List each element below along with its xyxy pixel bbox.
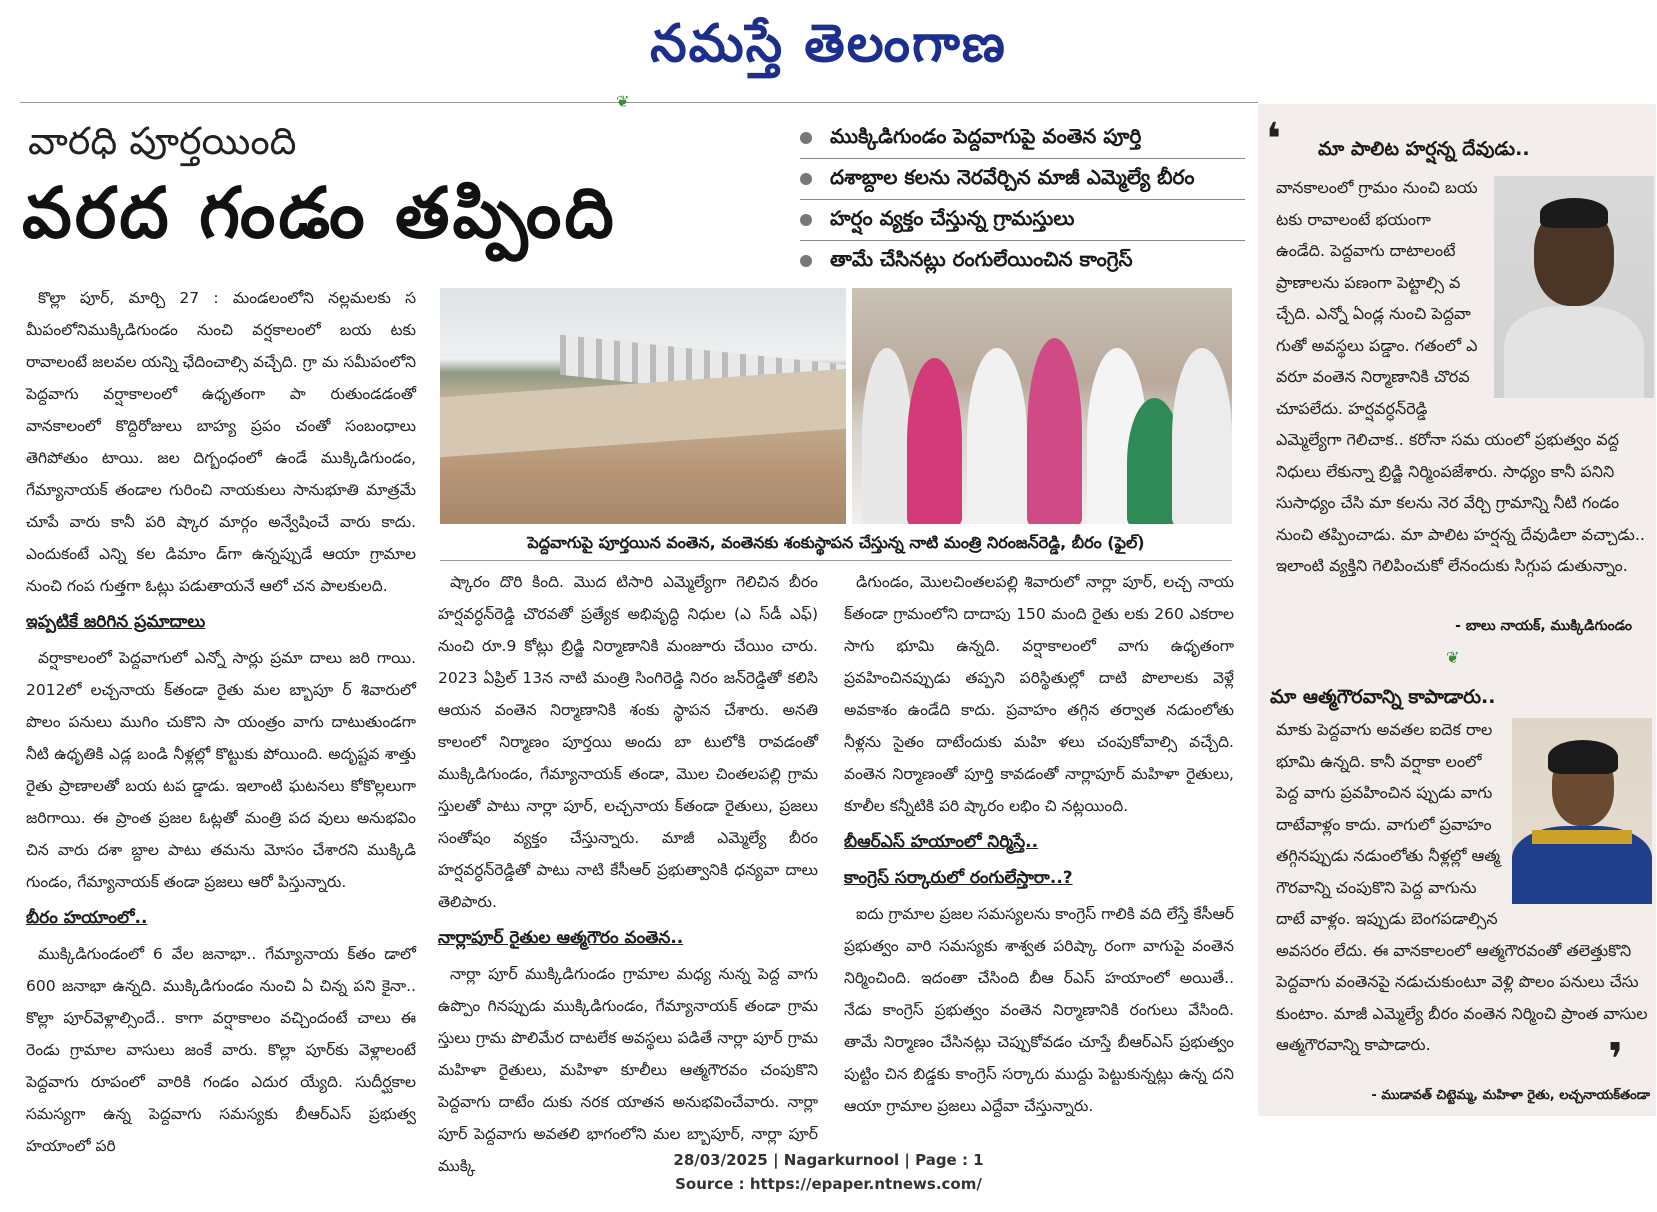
paragraph: నార్లా పూర్ ముక్కిడిగుండం గ్రామాల మధ్య నున్న పెద్ద వాగు ఉప్పొం గినప్పుడు ముక్కిడిగుండం, గేమ్యానాయక్ తండా గ్రామ స్తులు గ్రామ పొలిమేర దాటలేక అవస్థలు పడితే నార్లా పూర్ గ్రామ మహిళా రైతులు, మహిళా కూలీలు ఆత్మగౌరవం చంపుకొని పెద్దవాగు దాటేం దుకు నరక యాతన అనుభవించేవారు. నార్లా పూర్ పెద్దవాగు అవతలి భాగంలోని మల బ్బాపూర్, నార్లా పూర్ ముక్కి bbox=[438, 965, 818, 1175]
leaf-icon: ❦ bbox=[1446, 648, 1460, 667]
sidebar-box-2-title: మా ఆత్మగౌరవాన్ని కాపాడారు.. bbox=[1270, 686, 1496, 708]
sidebar-box-2-signature: - ముడావత్ చిట్టెమ్మ, మహిళా రైతు, లచ్చనాయక్‌తండా bbox=[1371, 1088, 1650, 1103]
footer-date-page: 28/03/2025 | Nagarkurnool | Page : 1 bbox=[673, 1151, 984, 1169]
sidebar-box-1-text: వానకాలంలో గ్రామం నుంచి బయ టకు రావాలంటే భయంగా ఉండేది. పెద్దవాగు దాటాలంటే ప్రాణాలను పణంగా పెట్టాల్సి వ చ్చేది. ఎన్నో ఏండ్ల నుంచి పెద్దవా గుతో అవస్థలు పడ్డాం. గతంలో ఎ వరూ వంతెన నిర్మాణానికి చొరవ చూపలేదు. హర్షవర్ధన్‌రెడ్డి ఎమ్మెల్యేగా గెలిచాక.. కరోనా సమ యంలో ప్రభుత్వం వద్ద నిధులు లేకున్నా బ్రిడ్జి నిర్మింపజేశారు. సాధ్యం కానీ పనిని సుసాధ్యం చేసి మా కలను నెర వేర్చి గ్రామాన్ని నీటి గండం నుంచి తప్పించాడు. మా పాలిట హర్షన్న దేవుడిలా వచ్చాడు.. ఇలాంటి వ్యక్తిని గెలిపించుకో లేనందుకు సిగ్గుప డుతున్నాం. bbox=[1276, 178, 1645, 575]
sidebar-box-1-title: మా పాలిట హర్షన్న దేవుడు.. bbox=[1318, 138, 1530, 160]
article-headline: వరద గండం తప్పింది bbox=[22, 172, 617, 254]
masthead-logo: నమస్తే తెలంగాణ bbox=[650, 13, 1007, 74]
photo-caption: పెద్దవాగుపై పూర్తయిన వంతెన, వంతెనకు శంకుస్థాపన చేస్తున్న నాటి మంత్రి నిరంజన్‌రెడ్డి, బీరం (ఫైల్) bbox=[440, 530, 1232, 561]
subheading: బీరం హయాంలో.. bbox=[26, 908, 148, 928]
sidebar-box-1-signature: - బాలు నాయక్, ముక్కిడిగుండం bbox=[1455, 618, 1632, 634]
sidebar-box-2-text: మాకు పెద్దవాగు అవతల ఐదెక రాల భూమి ఉన్నది. కానీ వర్షాకా లంలో పెద్ద వాగు ప్రవహించిన ప్పుడు వాగు దాటేవాళ్లం కాదు. వాగులో ప్రవాహం తగ్గినప్పుడు నడుంలోతు నీళ్లల్లో ఆత్మ గౌరవాన్ని చంపుకొని పెద్ద వాగును దాటే వాళ్లం. ఇప్పుడు బెంగపడాల్సిన అవసరం లేదు. ఈ వానకాలంలో ఆత్మగౌరవంతో తలెత్తుకొని పెద్దవాగు వంతెనపై నడుచుకుంటూ వెళ్లి పొలం పనులు చేసు కుంటాం. మాజీ ఎమ్మెల్యే బీరం వంతెన నిర్మించి ప్రాంత వాసుల ఆత్మగౌరవాన్ని కాపాడారు. bbox=[1276, 720, 1648, 1054]
subheading: బీఆర్‌ఎస్ హయాంలో నిర్మిస్తే.. bbox=[844, 832, 1039, 852]
quote-open-icon: ❛ bbox=[1266, 114, 1282, 165]
quote-close-icon: ❜ bbox=[1608, 1034, 1624, 1085]
article-column-3 bbox=[844, 566, 1234, 1122]
subheading: నార్లాపూర్ రైతుల ఆత్మగౌరం వంతెన.. bbox=[438, 928, 684, 948]
bullet-item: ముక్కిడిగుండం పెద్దవాగుపై వంతెన పూర్తి bbox=[800, 118, 1245, 159]
paragraph: ముక్కిడిగుండంలో 6 వేల జనాభా.. గేమ్యానాయ క్‌తం డాలో 600 జనాభా ఉన్నది. ముక్కిడిగుండం నుంచి ఏ చిన్న పని కైనా.. కొల్లా పూర్‌వెళ్లాల్సిందే.. కాగా వర్షాకాలం వచ్చిందంటే చాలు ఈ రెండు గ్రామాల వాసులు జంకే వారు. కొల్లా పూర్‌కు వెళ్లాలంటే పెద్దవాగు రూపంలో వారికి గండం ఎదుర య్యేది. సుదీర్ఘకాల సమస్యగా ఉన్న పెద్దవాగు సమస్యకు బీఆర్‌ఎస్ ప్రభుత్వ హయాంలో పరి bbox=[26, 945, 416, 1155]
page-footer bbox=[0, 1148, 1657, 1196]
article-kicker: వారధి పూర్తయింది bbox=[28, 119, 297, 163]
article-column-2 bbox=[438, 566, 818, 1182]
article-column-1 bbox=[26, 282, 416, 1162]
subheading: కాంగ్రెస్ సర్కారులో రంగులేస్తారా..? bbox=[844, 868, 1073, 888]
bullet-icon bbox=[800, 173, 812, 185]
bullet-icon bbox=[800, 214, 812, 226]
paragraph: కొల్లా పూర్, మార్చి 27 : మండలంలోని నల్లమలకు స మీపంలోనిముక్కిడిగుండం నుంచి వర్షకాలంలో బయ టకు రావాలంటే జలవల యన్ని ఛేదించాల్సి వచ్చేది. గ్రా మ సమీపంలోని పెద్దవాగు వర్షాకాలంలో ఉధృతంగా పా రుతుండడంతో వానకాలంలో కొద్దిరోజులు బాహ్య ప్రపం చంతో సంబంధాలు తెగిపోతుం టాయి. జల దిగ్బంధంలో ఉండే ముక్కిడిగుండం, గేమ్యానాయక్ తండాల గురించి నాయకులు సానుభూతి మాత్రమే చూపే వారు కానీ పరి ష్కార మార్గం అన్వేషించే వారు కాదు. ఎందుకంటే ఎన్ని కల డిమాం డ్‌గా ఉన్నప్పుడే ఆయా గ్రామాల నుంచి గంప గుత్తగా ఓట్లు పడుతాయనే ఆలో చన పాలకులది. bbox=[26, 289, 416, 595]
highlight-bullets bbox=[800, 118, 1245, 281]
bullet-item: తామే చేసినట్లు రంగులేయించిన కాంగ్రెస్ bbox=[800, 241, 1245, 281]
subheading: ఇప్పటికే జరిగిన ప్రమాదాలు bbox=[26, 612, 206, 632]
bullet-item: దశాబ్దాల కలను నెరవేర్చిన మాజీ ఎమ్మెల్యే బీరం bbox=[800, 159, 1245, 200]
paragraph: డిగుండం, మొలచింతలపల్లి శివారులో నార్లా పూర్, లచ్చ నాయ క్‌తండా గ్రామంలోని దాదాపు 150 మంది రైతు లకు 260 ఎకరాల సాగు భూమి ఉన్నది. వర్షాకాలంలో వాగు ఉధృతంగా ప్రవహించినప్పుడు తప్పని పరిస్థితుల్లో దాటి పొలాలకు వెళ్లే అవకాశం ఉండేది కాదు. ప్రవాహం తగ్గిన తర్వాత నడుంలోతు నీళ్లను సైతం దాటేందుకు మహి ళలు చంపుకోవాల్సి వచ్చేది. వంతెన నిర్మాణంతో పూర్తి కావడంతో నార్లాపూర్ మహిళా రైతులు, కూలీల కన్నీటికి పరి ష్కారం లభిం చి నట్లయింది. bbox=[844, 573, 1234, 815]
bullet-icon bbox=[800, 132, 812, 144]
paragraph: వర్షాకాలంలో పెద్దవాగులో ఎన్నో సార్లు ప్రమా దాలు జరి గాయి. 2012లో లచ్చనాయ క్‌తండా రైతు మల బ్బాపూ ర్ శివారులో పొలం పనులు ముగిం చుకొని సా యంత్రం వాగు దాటుతుండగా నీటి ఉధృతికి ఎడ్ల బండి నీళ్లల్లో కొట్టుకు పోయింది. అదృష్టవ శాత్తు రైతు ప్రాణాలతో బయ టప డ్డాడు. ఇలాంటి ఘటనలు కోకొల్లలుగా జరిగాయి. ఈ ప్రాంత ప్రజల ఓట్లతో మంత్రి పద వులు అనుభవిం చిన వారు దశా బ్దాల పాటు తమను మోసం చేశారని ముక్కిడి గుండం, గేమ్యానాయక్ తండా ప్రజలు ఆరో పిస్తున్నారు. bbox=[26, 649, 416, 891]
leaf-icon: ❦ bbox=[616, 92, 630, 111]
bullet-item: హర్షం వ్యక్తం చేస్తున్న గ్రామస్తులు bbox=[800, 200, 1245, 241]
footer-source: Source : https://epaper.ntnews.com/ bbox=[675, 1175, 982, 1193]
bullet-icon bbox=[800, 255, 812, 267]
foundation-ceremony-photo bbox=[852, 288, 1232, 524]
top-divider bbox=[20, 102, 1258, 103]
bridge-photo bbox=[440, 288, 846, 524]
paragraph: ష్కారం దొరి కింది. మొద టిసారి ఎమ్మెల్యేగా గెలిచిన బీరం హర్షవర్ధన్‌రెడ్డి చొరవతో ప్రత్యేక అభివృద్ధి నిధుల (ఎ స్‌డీ ఎఫ్) నుంచి రూ.9 కోట్లు బ్రిడ్జి నిర్మాణానికి మంజూరు చేయిం చారు. 2023 ఏప్రిల్ 13న నాటి మంత్రి సింగిరెడ్డి నిరం జన్‌రెడ్డితో కలిసి ఆయన వంతెన నిర్మాణానికి శంకు స్థాపన చేశారు. అనతి కాలంలో నిర్మాణం పూర్తయి అందు బా టులోకి రావడంతో ముక్కిడిగుండం, గేమ్యానాయక్ తండా, మొల చింతలపల్లి గ్రామ స్తులతో పాటు నార్లా పూర్, లచ్చనాయ క్‌తండా రైతులు, ప్రజలు సంతోషం వ్యక్తం చేస్తున్నారు. మాజీ ఎమ్మెల్యే బీరం హర్షవర్ధన్‌రెడ్డితో పాటు నాటి కేసీఆర్ ప్రభుత్వానికి ధన్యవా దాలు తెలిపారు. bbox=[438, 573, 818, 911]
paragraph: ఐదు గ్రామాల ప్రజల సమస్యలను కాంగ్రెస్ గాలికి వది లేస్తే కేసీఆర్ ప్రభుత్వం వారి సమస్యకు శాశ్వత పరిష్కా రంగా వాగుపై వంతెన నిర్మించింది. ఇదంతా చేసింది బీఆ ర్‌ఎస్ హయాంలో అయితే.. నేడు కాంగ్రెస్ ప్రభుత్వం వంతెన నిర్మాణానికి రంగులు వేసింది. తామే నిర్మాణం చేసినట్లు చెప్పుకోవడం చూస్తే బీఆర్‌ఎస్ ప్రభుత్వం పుట్టిం చిన బిడ్డకు కాంగ్రెస్ సర్కారు ముద్దు పెట్టుకున్నట్లు ఉన్న దని ఆయా గ్రామాల ప్రజలు ఎద్దేవా చేస్తున్నారు. bbox=[844, 905, 1234, 1115]
